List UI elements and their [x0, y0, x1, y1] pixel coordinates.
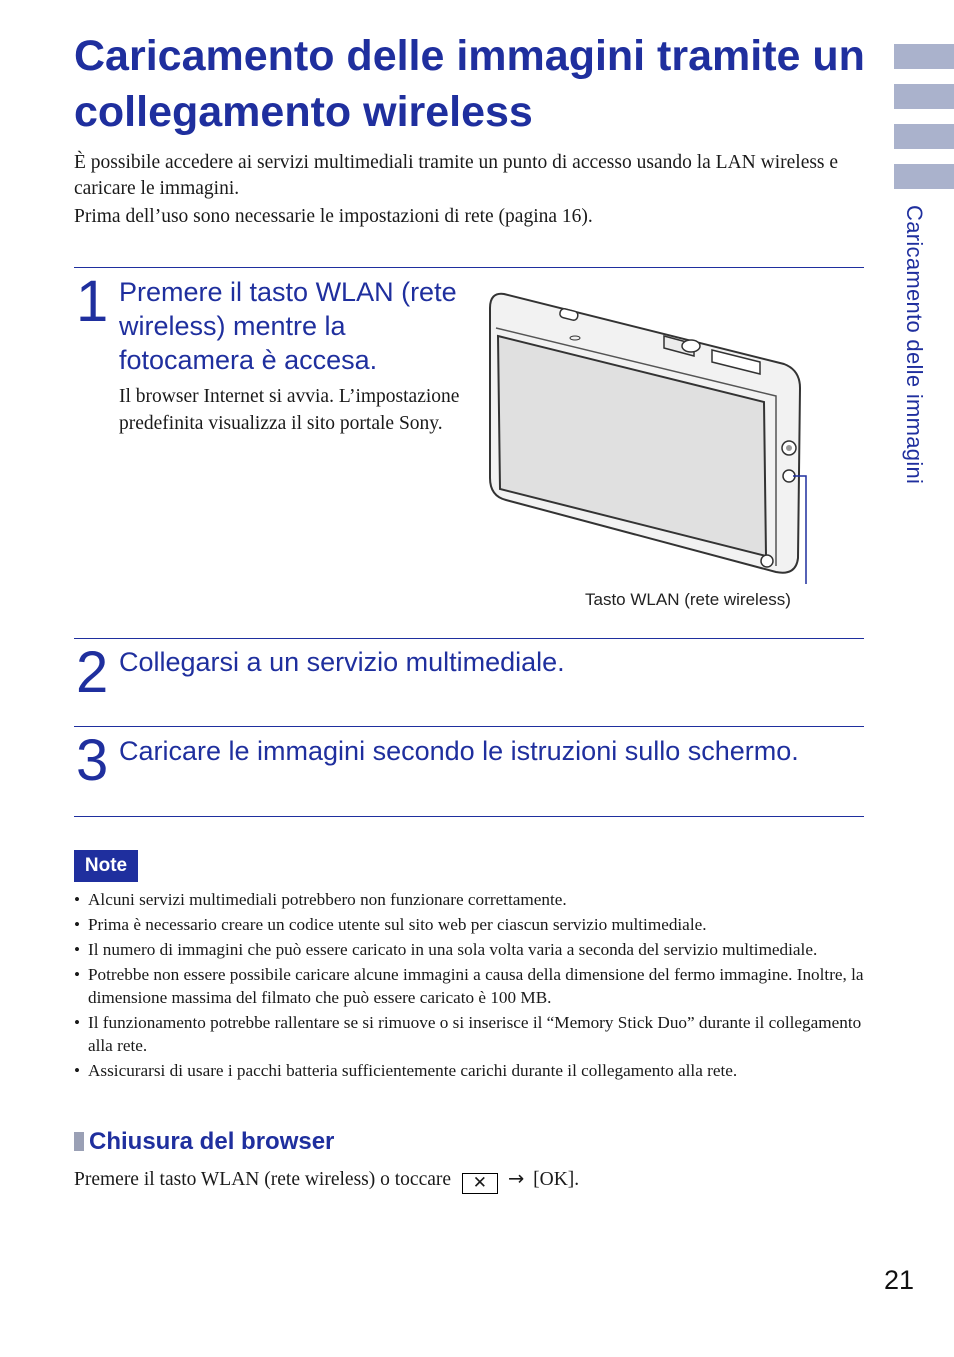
subsection-heading	[74, 1126, 334, 1158]
step-1-body: Il browser Internet si avvia. L’impostazione predefinita visualizza il sito portale Sony.	[119, 386, 460, 434]
close-instructions	[74, 1166, 579, 1194]
subsection-heading-text: Chiusura del browser	[89, 1128, 335, 1155]
notes-list	[74, 888, 874, 1084]
divider	[74, 726, 864, 727]
page-number: 21	[884, 1265, 915, 1295]
chapter-tab[interactable]	[894, 164, 954, 189]
divider	[74, 816, 864, 817]
note-item: • Il numero di immagini che può essere caricato in una sola volta varia a seconda del servizio multimediale.	[74, 938, 874, 961]
note-badge: Note	[74, 850, 138, 882]
arrow-right-icon: →	[507, 1167, 525, 1190]
chapter-side-label: Caricamento delle immagini	[902, 205, 927, 485]
step-2-number: 2	[76, 640, 109, 705]
note-item: • Potrebbe non essere possibile caricare alcune immagini a causa della dimensione del fermo immagine. Inoltre, la dimensione massima del filmato che può essere caricato è 100 MB.	[74, 963, 874, 1009]
step-3-title: Caricare le immagini secondo le istruzioni sullo schermo.	[119, 736, 799, 766]
note-item: • Il funzionamento potrebbe rallentare se si rimuove o si inserisce il “Memory Stick Duo” durante il collegamento alla rete.	[74, 1011, 874, 1057]
step-2-title: Collegarsi a un servizio multimediale.	[119, 647, 565, 677]
note-item: • Alcuni servizi multimediali potrebbero non funzionare correttamente.	[74, 888, 874, 911]
page-title: Caricamento delle immagini tramite un collegamento wireless	[74, 32, 865, 136]
step-1-number: 1	[76, 269, 109, 334]
note-item: • Assicurarsi di usare i pacchi batteria sufficientemente carichi durante il collegamento alla rete.	[74, 1059, 874, 1082]
chapter-tab[interactable]	[894, 44, 954, 69]
divider	[74, 267, 864, 268]
note-item: • Prima è necessario creare un codice utente sul sito web per ciascun servizio multimediale.	[74, 913, 874, 936]
divider	[74, 638, 864, 639]
close-icon: ✕	[462, 1173, 498, 1194]
wlan-button-caption: Tasto WLAN (rete wireless)	[585, 590, 791, 609]
close-text: Premere il tasto WLAN (rete wireless) o toccare	[74, 1169, 452, 1190]
heading-marker-icon	[74, 1132, 84, 1151]
camera-illustration	[484, 284, 824, 584]
intro-paragraph: È possibile accedere ai servizi multimediali tramite un punto di accesso usando la LAN wireless e caricare le immagini.	[74, 152, 839, 199]
ok-text: [OK].	[533, 1169, 580, 1190]
chapter-tab[interactable]	[894, 84, 954, 109]
step-3-number: 3	[76, 728, 109, 793]
chapter-tab[interactable]	[894, 124, 954, 149]
intro-note: Prima dell’uso sono necessarie le impostazioni di rete (pagina 16).	[74, 206, 593, 227]
step-1-title: Premere il tasto WLAN (rete wireless) mentre la fotocamera è accesa.	[119, 277, 457, 375]
